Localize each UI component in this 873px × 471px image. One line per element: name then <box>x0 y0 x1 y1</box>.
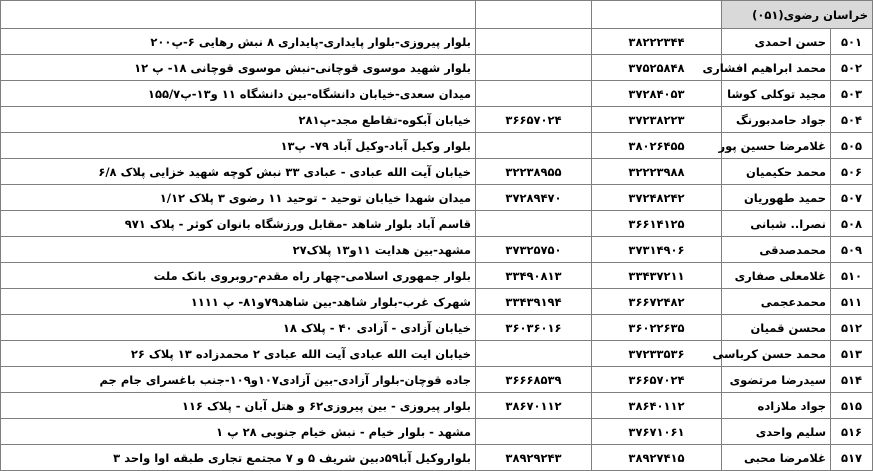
phone-cell: ۳۸۰۲۶۴۵۵ <box>592 133 722 159</box>
code-cell: ۵۱۱ <box>831 289 873 315</box>
address-cell: خیابان آزادی - آزادی ۴۰ - پلاک ۱۸ <box>1 315 476 341</box>
table-row <box>1 445 873 471</box>
phone2-cell <box>476 81 592 107</box>
code-cell: ۵۱۵ <box>831 393 873 419</box>
code-cell: ۵۱۴ <box>831 367 873 393</box>
phone-cell: ۳۶۶۷۲۴۸۲ <box>592 289 722 315</box>
header-empty-cell <box>1 1 476 29</box>
name-cell: سیدرضا مرتضوی <box>722 367 831 393</box>
code-cell: ۵۱۰ <box>831 263 873 289</box>
phone2-cell: ۳۶۶۵۷۰۲۴ <box>476 107 592 133</box>
phone2-cell <box>476 29 592 55</box>
phone2-cell: ۳۷۲۸۹۴۷۰ <box>476 185 592 211</box>
address-cell: مشهد - بلوار خیام - نبش خیام جنوبی ۲۸ پ ۱ <box>1 419 476 445</box>
phone-cell: ۳۶۶۱۴۱۲۵ <box>592 211 722 237</box>
code-cell: ۵۰۳ <box>831 81 873 107</box>
phone-cell: ۳۷۲۳۸۲۲۳ <box>592 107 722 133</box>
phone2-cell: ۳۳۴۹۰۸۱۳ <box>476 263 592 289</box>
name-cell: نصرا.. شبانی <box>722 211 831 237</box>
code-cell: ۵۰۵ <box>831 133 873 159</box>
phone2-cell: ۳۲۲۳۸۹۵۵ <box>476 159 592 185</box>
address-cell: جاده قوچان-بلوار آزادی-بین آزادی۱۰۷و۱۰۹-جنب باغسرای جام جم <box>1 367 476 393</box>
phone-cell: ۳۷۳۱۴۹۰۶ <box>592 237 722 263</box>
address-cell: بلوار وکیل آباد-وکیل آباد ۷۹- پ۱۳ <box>1 133 476 159</box>
phone2-cell <box>476 419 592 445</box>
code-cell: ۵۱۲ <box>831 315 873 341</box>
phone-cell: ۳۷۵۲۵۸۴۸ <box>592 55 722 81</box>
name-cell: غلامرضا حسین پور <box>722 133 831 159</box>
phone-cell: ۳۳۴۳۷۲۱۱ <box>592 263 722 289</box>
address-cell: بلوار پیروزی - بین پیروزی۶۲ و هتل آبان - پلاک ۱۱۶ <box>1 393 476 419</box>
name-cell: محمد حکیمیان <box>722 159 831 185</box>
phone-cell: ۳۶۰۲۲۶۳۵ <box>592 315 722 341</box>
table-row <box>1 55 873 81</box>
code-cell: ۵۰۸ <box>831 211 873 237</box>
phone2-cell: ۳۳۴۳۹۱۹۴ <box>476 289 592 315</box>
phone-cell: ۳۷۲۸۴۰۵۳ <box>592 81 722 107</box>
name-cell: محسن قمیان <box>722 315 831 341</box>
phone2-cell <box>476 341 592 367</box>
phone-cell: ۳۲۲۲۳۹۸۸ <box>592 159 722 185</box>
address-cell: بلوار شهید موسوی قوچانی-نبش موسوی قوچانی ۱۸- پ ۱۲ <box>1 55 476 81</box>
region-title: خراسان رضوی(۰۵۱) <box>722 1 873 29</box>
address-cell: میدان سعدی-خیابان دانشگاه-بین دانشگاه ۱۱ و۱۳-پ۱۵۵/۷ <box>1 81 476 107</box>
code-cell: ۵۱۳ <box>831 341 873 367</box>
table-row <box>1 211 873 237</box>
phone2-cell: ۳۸۹۲۹۲۴۳ <box>476 445 592 471</box>
table-row <box>1 133 873 159</box>
phone-cell: ۳۸۶۴۰۱۱۲ <box>592 393 722 419</box>
code-cell: ۵۱۷ <box>831 445 873 471</box>
phone-cell: ۳۸۲۲۲۳۴۴ <box>592 29 722 55</box>
table-row <box>1 81 873 107</box>
table-row <box>1 341 873 367</box>
phone2-cell <box>476 55 592 81</box>
address-cell: خیابان ایت الله عبادی آیت الله عبادی ۲ محمدزاده ۱۳ پلاک ۲۶ <box>1 341 476 367</box>
table-row <box>1 107 873 133</box>
code-cell: ۵۰۲ <box>831 55 873 81</box>
phone-cell: ۳۶۶۵۷۰۲۴ <box>592 367 722 393</box>
address-cell: قاسم آباد بلوار شاهد -مقابل ورزشگاه بانوان کوثر - پلاک ۹۷۱ <box>1 211 476 237</box>
phone2-cell: ۳۶۰۳۶۰۱۶ <box>476 315 592 341</box>
phone2-cell: ۳۸۶۷۰۱۱۲ <box>476 393 592 419</box>
code-cell: ۵۰۷ <box>831 185 873 211</box>
name-cell: محمدعجمی <box>722 289 831 315</box>
address-cell: مشهد-بین هدایت ۱۱و۱۳ پلاک۲۷ <box>1 237 476 263</box>
name-cell: جواد حامدبورنگ <box>722 107 831 133</box>
phone-cell: ۳۷۲۴۸۲۴۲ <box>592 185 722 211</box>
header-empty-cell <box>476 1 592 29</box>
address-cell: میدان شهدا خیابان توحید - توحید ۱۱ رضوی ۳ پلاک ۱/۱۲ <box>1 185 476 211</box>
table-row <box>1 29 873 55</box>
address-cell: خیابان آیت الله عبادی - عبادی ۳۳ نبش کوچه شهید خزایی پلاک ۶/۸ <box>1 159 476 185</box>
header-row <box>1 1 873 29</box>
phone2-cell <box>476 211 592 237</box>
code-cell: ۵۰۴ <box>831 107 873 133</box>
table-row <box>1 263 873 289</box>
name-cell: محمد ابراهیم افشاری <box>722 55 831 81</box>
table-row <box>1 393 873 419</box>
name-cell: حسن احمدی <box>722 29 831 55</box>
table-row <box>1 289 873 315</box>
address-cell: خیابان آبکوه-تقاطع مجد-پ۲۸۱ <box>1 107 476 133</box>
phone2-cell: ۳۶۶۶۸۵۳۹ <box>476 367 592 393</box>
name-cell: مجید توکلی کوشا <box>722 81 831 107</box>
table-row <box>1 237 873 263</box>
table-row <box>1 315 873 341</box>
code-cell: ۵۰۱ <box>831 29 873 55</box>
address-cell: شهرک غرب-بلوار شاهد-بین شاهد۷۹و۸۱- پ ۱۱۱۱ <box>1 289 476 315</box>
name-cell: جواد ملازاده <box>722 393 831 419</box>
table-row <box>1 367 873 393</box>
name-cell: محمدصدقی <box>722 237 831 263</box>
table-row <box>1 419 873 445</box>
code-cell: ۵۱۶ <box>831 419 873 445</box>
name-cell: محمد حسن کرباسی <box>722 341 831 367</box>
address-cell: بلواروکیل آبا۵۹دبین شریف ۵ و ۷ مجتمع تجاری طبقه اوا واحد ۳ <box>1 445 476 471</box>
phone-cell: ۳۸۹۲۷۴۱۵ <box>592 445 722 471</box>
phone-cell: ۳۷۲۳۳۵۳۶ <box>592 341 722 367</box>
phone2-cell: ۳۷۳۲۵۷۵۰ <box>476 237 592 263</box>
name-cell: سلیم واحدی <box>722 419 831 445</box>
header-empty-cell <box>592 1 722 29</box>
contacts-table-body <box>1 1 873 471</box>
table-row <box>1 185 873 211</box>
name-cell: غلامعلی صفاری <box>722 263 831 289</box>
code-cell: ۵۰۶ <box>831 159 873 185</box>
phone2-cell <box>476 133 592 159</box>
address-cell: بلوار جمهوری اسلامی-چهار راه مقدم-روبروی بانک ملت <box>1 263 476 289</box>
code-cell: ۵۰۹ <box>831 237 873 263</box>
name-cell: حمید طهوریان <box>722 185 831 211</box>
phone-cell: ۳۷۶۷۱۰۶۱ <box>592 419 722 445</box>
name-cell: غلامرضا محبی <box>722 445 831 471</box>
table-row <box>1 159 873 185</box>
address-cell: بلوار پیروزی-بلوار پایداری-پایداری ۸ نبش رهایی ۶-پ۲۰۰ <box>1 29 476 55</box>
